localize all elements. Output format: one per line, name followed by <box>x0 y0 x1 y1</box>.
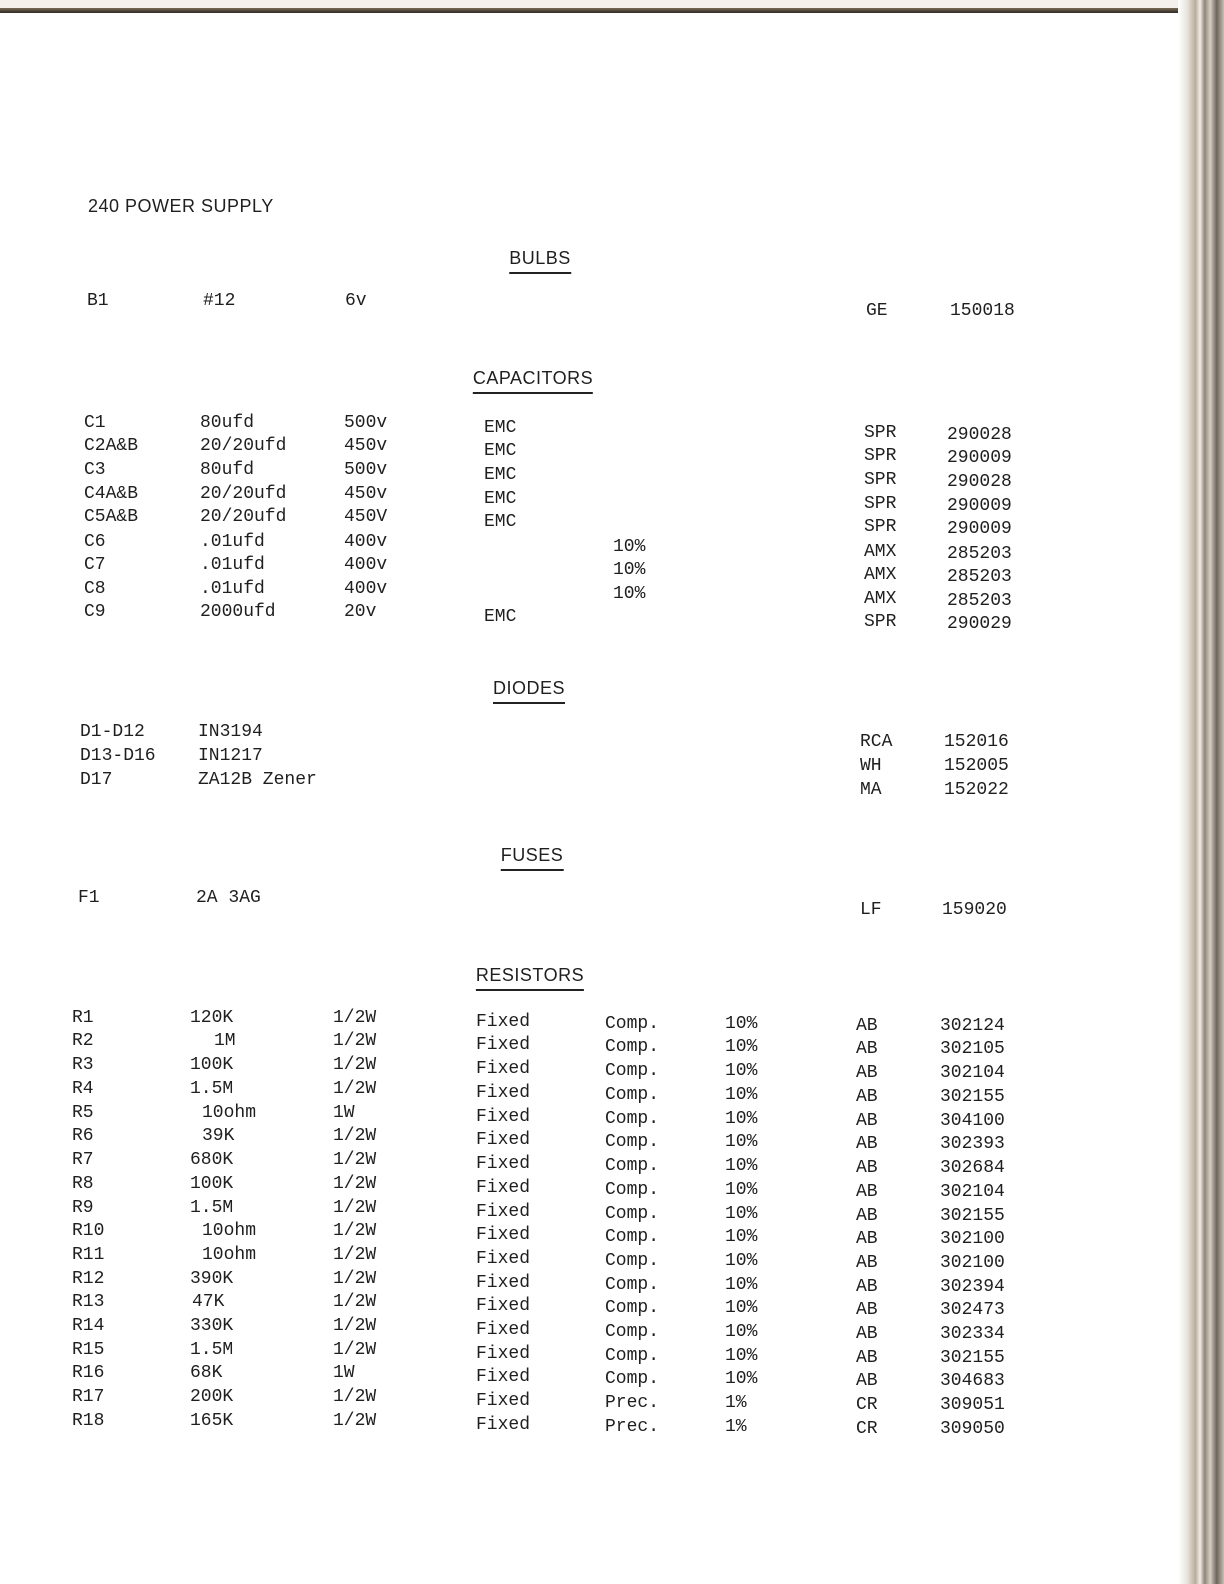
cell-mfr: AB <box>856 1182 878 1202</box>
cell-rating: 450v <box>344 484 388 504</box>
cell-value: ZA12B Zener <box>198 770 317 790</box>
cell-material: Comp. <box>605 1369 660 1389</box>
cell-type: Fixed <box>476 1107 531 1127</box>
parts-row <box>0 1292 1180 1320</box>
parts-row <box>0 1079 1180 1107</box>
cell-material: 10% <box>613 537 646 557</box>
parts-row <box>0 460 1180 492</box>
cell-mfr: SPR <box>864 517 897 537</box>
cell-ref: R12 <box>72 1269 105 1289</box>
cell-value: 2A 3AG <box>196 888 261 908</box>
cell-part: 302124 <box>940 1016 1005 1036</box>
cell-value: 80ufd <box>200 460 255 480</box>
cell-mfr: AB <box>856 1063 878 1083</box>
parts-row <box>0 1008 1180 1036</box>
cell-type: Fixed <box>476 1178 531 1198</box>
cell-part: 309050 <box>940 1419 1005 1439</box>
cell-material: Comp. <box>605 1251 660 1271</box>
cell-material: Comp. <box>605 1109 660 1129</box>
parts-row <box>0 1387 1180 1415</box>
cell-part: 152016 <box>944 732 1009 752</box>
cell-mfr: AB <box>856 1158 878 1178</box>
cell-ref: C7 <box>84 555 106 575</box>
cell-material: Comp. <box>605 1037 660 1057</box>
section-heading-resistors: RESISTORS <box>476 965 584 991</box>
cell-value: 390K <box>190 1269 234 1289</box>
cell-part: 302684 <box>940 1158 1005 1178</box>
cell-part: 290029 <box>947 614 1012 634</box>
cell-value: IN3194 <box>198 722 263 742</box>
cell-tolerance: 10% <box>725 1369 758 1389</box>
cell-material: Comp. <box>605 1275 660 1295</box>
cell-tolerance: 10% <box>725 1180 758 1200</box>
cell-type: EMC <box>484 441 517 461</box>
cell-rating: 500v <box>344 460 388 480</box>
cell-part: 302155 <box>940 1348 1005 1368</box>
cell-ref: R4 <box>72 1079 94 1099</box>
cell-type: Fixed <box>476 1225 531 1245</box>
section-heading-capacitors: CAPACITORS <box>473 368 593 394</box>
cell-value: 330K <box>190 1316 234 1336</box>
cell-type: EMC <box>484 465 517 485</box>
cell-ref: R2 <box>72 1031 94 1051</box>
cell-value: .01ufd <box>200 555 265 575</box>
cell-part: 302104 <box>940 1182 1005 1202</box>
cell-type: Fixed <box>476 1296 531 1316</box>
cell-mfr: AB <box>856 1324 878 1344</box>
cell-mfr: AB <box>856 1111 878 1131</box>
cell-ref: R17 <box>72 1387 105 1407</box>
cell-type: Fixed <box>476 1415 531 1435</box>
cell-rating: 450v <box>344 436 388 456</box>
cell-material: Comp. <box>605 1346 660 1366</box>
cell-material: Comp. <box>605 1298 660 1318</box>
cell-mfr: AB <box>856 1134 878 1154</box>
parts-row <box>0 1411 1180 1439</box>
cell-part: 290009 <box>947 448 1012 468</box>
cell-type: Fixed <box>476 1130 531 1150</box>
cell-part: 152022 <box>944 780 1009 800</box>
cell-material: Comp. <box>605 1227 660 1247</box>
cell-material: Comp. <box>605 1061 660 1081</box>
cell-material: Comp. <box>605 1132 660 1152</box>
cell-ref: C6 <box>84 532 106 552</box>
cell-rating: 1/2W <box>333 1008 377 1028</box>
cell-tolerance: 10% <box>725 1251 758 1271</box>
cell-tolerance: 10% <box>725 1037 758 1057</box>
cell-ref: R10 <box>72 1221 105 1241</box>
cell-value: 47K <box>192 1292 225 1312</box>
cell-part: 302104 <box>940 1063 1005 1083</box>
cell-type: Fixed <box>476 1273 531 1293</box>
cell-part: 290009 <box>947 519 1012 539</box>
cell-material: Prec. <box>605 1393 660 1413</box>
cell-value: 120K <box>190 1008 234 1028</box>
cell-rating: 1/2W <box>333 1245 377 1265</box>
cell-ref: F1 <box>78 888 100 908</box>
cell-rating: 1/2W <box>333 1079 377 1099</box>
cell-tolerance: 10% <box>725 1132 758 1152</box>
cell-value: 20/20ufd <box>200 436 287 456</box>
cell-type: Fixed <box>476 1202 531 1222</box>
cell-value: 10ohm <box>202 1221 257 1241</box>
page-top-rule <box>0 8 1190 13</box>
cell-mfr: AB <box>856 1348 878 1368</box>
cell-rating: 400v <box>344 555 388 575</box>
cell-value: 1.5M <box>190 1198 234 1218</box>
cell-rating: 1W <box>333 1103 355 1123</box>
cell-ref: R7 <box>72 1150 94 1170</box>
cell-part: 304100 <box>940 1111 1005 1131</box>
cell-mfr: SPR <box>864 494 897 514</box>
cell-part: 302100 <box>940 1229 1005 1249</box>
cell-ref: R15 <box>72 1340 105 1360</box>
cell-tolerance: 10% <box>725 1204 758 1224</box>
cell-rating: 1/2W <box>333 1174 377 1194</box>
cell-value: 100K <box>190 1174 234 1194</box>
cell-ref: C4A&B <box>84 484 139 504</box>
cell-tolerance: 1% <box>725 1417 747 1437</box>
cell-part: 302393 <box>940 1134 1005 1154</box>
page-binding-edge <box>1178 0 1224 1584</box>
cell-mfr: GE <box>866 301 888 321</box>
cell-ref: R1 <box>72 1008 94 1028</box>
cell-mfr: AB <box>856 1371 878 1391</box>
document-title: 240 POWER SUPPLY <box>88 196 274 216</box>
cell-mfr: LF <box>860 900 882 920</box>
cell-mfr: SPR <box>864 446 897 466</box>
cell-type: Fixed <box>476 1344 531 1364</box>
cell-ref: R14 <box>72 1316 105 1336</box>
cell-ref: C2A&B <box>84 436 139 456</box>
cell-rating: 1/2W <box>333 1150 377 1170</box>
cell-mfr: CR <box>856 1395 878 1415</box>
cell-mfr: MA <box>860 780 882 800</box>
cell-part: 304683 <box>940 1371 1005 1391</box>
cell-mfr: CR <box>856 1419 878 1439</box>
cell-material: Comp. <box>605 1014 660 1034</box>
cell-value: 2000ufd <box>200 602 276 622</box>
parts-row <box>0 1174 1180 1202</box>
cell-part: 309051 <box>940 1395 1005 1415</box>
cell-value: .01ufd <box>200 532 265 552</box>
cell-tolerance: 1% <box>725 1393 747 1413</box>
cell-ref: C1 <box>84 413 106 433</box>
section-heading-bulbs: BULBS <box>509 248 571 274</box>
cell-part: 159020 <box>942 900 1007 920</box>
cell-material: Comp. <box>605 1204 660 1224</box>
parts-row <box>0 1150 1180 1178</box>
cell-rating: 1/2W <box>333 1126 377 1146</box>
cell-mfr: AMX <box>864 565 897 585</box>
cell-ref: R18 <box>72 1411 105 1431</box>
cell-rating: 500v <box>344 413 388 433</box>
cell-tolerance: 10% <box>725 1275 758 1295</box>
cell-part: 302473 <box>940 1300 1005 1320</box>
cell-material: Comp. <box>605 1322 660 1342</box>
cell-rating: 1/2W <box>333 1292 377 1312</box>
cell-type: Fixed <box>476 1083 531 1103</box>
cell-ref: B1 <box>87 291 109 311</box>
cell-rating: 400v <box>344 579 388 599</box>
parts-row <box>0 1103 1180 1131</box>
cell-mfr: AMX <box>864 589 897 609</box>
cell-value: 80ufd <box>200 413 255 433</box>
cell-tolerance: 10% <box>725 1227 758 1247</box>
section-heading-fuses: FUSES <box>501 845 564 871</box>
parts-row <box>0 1245 1180 1273</box>
cell-ref: C3 <box>84 460 106 480</box>
parts-row <box>0 1340 1180 1368</box>
cell-mfr: AB <box>856 1016 878 1036</box>
cell-value: 20/20ufd <box>200 484 287 504</box>
cell-value: 100K <box>190 1055 234 1075</box>
cell-tolerance: 10% <box>725 1156 758 1176</box>
cell-ref: R3 <box>72 1055 94 1075</box>
cell-tolerance: 10% <box>725 1061 758 1081</box>
cell-rating: 450V <box>344 507 388 527</box>
parts-row <box>0 1055 1180 1083</box>
cell-rating: 20v <box>344 602 377 622</box>
parts-row <box>0 291 1180 321</box>
cell-type: Fixed <box>476 1367 531 1387</box>
cell-tolerance: 10% <box>725 1085 758 1105</box>
cell-type: Fixed <box>476 1059 531 1079</box>
cell-type: Fixed <box>476 1035 531 1055</box>
cell-type: Fixed <box>476 1320 531 1340</box>
cell-value: 68K <box>190 1363 223 1383</box>
parts-row <box>0 579 1180 611</box>
cell-part: 302155 <box>940 1087 1005 1107</box>
cell-part: 302100 <box>940 1253 1005 1273</box>
cell-ref: R11 <box>72 1245 105 1265</box>
cell-rating: 1/2W <box>333 1316 377 1336</box>
cell-ref: R6 <box>72 1126 94 1146</box>
parts-row <box>0 888 1180 920</box>
cell-ref: R9 <box>72 1198 94 1218</box>
cell-rating: 1/2W <box>333 1198 377 1218</box>
cell-material: Prec. <box>605 1417 660 1437</box>
cell-rating: 1/2W <box>333 1055 377 1075</box>
cell-type: Fixed <box>476 1391 531 1411</box>
parts-row <box>0 555 1180 587</box>
cell-part: 290028 <box>947 472 1012 492</box>
cell-value: 1M <box>214 1031 236 1051</box>
parts-row <box>0 484 1180 516</box>
cell-mfr: AB <box>856 1206 878 1226</box>
parts-row <box>0 1316 1180 1344</box>
cell-rating: 1W <box>333 1363 355 1383</box>
cell-rating: 400v <box>344 532 388 552</box>
cell-rating: 1/2W <box>333 1031 377 1051</box>
page-top-edge <box>0 0 1224 8</box>
cell-part: 290009 <box>947 496 1012 516</box>
parts-row <box>0 1031 1180 1059</box>
cell-rating: 1/2W <box>333 1411 377 1431</box>
parts-row <box>0 507 1180 539</box>
cell-material: 10% <box>613 560 646 580</box>
cell-ref: C5A&B <box>84 507 139 527</box>
cell-material: 10% <box>613 584 646 604</box>
parts-row <box>0 1198 1180 1226</box>
parts-row <box>0 602 1180 634</box>
cell-value: 10ohm <box>202 1103 257 1123</box>
cell-tolerance: 10% <box>725 1346 758 1366</box>
cell-type: EMC <box>484 512 517 532</box>
cell-value: 1.5M <box>190 1340 234 1360</box>
cell-material: Comp. <box>605 1156 660 1176</box>
cell-type: Fixed <box>476 1249 531 1269</box>
cell-type: EMC <box>484 489 517 509</box>
parts-row <box>0 1221 1180 1249</box>
section-heading-diodes: DIODES <box>493 678 565 704</box>
parts-row <box>0 1126 1180 1154</box>
cell-part: 302155 <box>940 1206 1005 1226</box>
cell-rating: 1/2W <box>333 1340 377 1360</box>
parts-row <box>0 722 1180 752</box>
cell-ref: D13-D16 <box>80 746 156 766</box>
cell-value: 1.5M <box>190 1079 234 1099</box>
cell-mfr: SPR <box>864 470 897 490</box>
cell-ref: C8 <box>84 579 106 599</box>
cell-tolerance: 10% <box>725 1298 758 1318</box>
parts-row <box>0 1363 1180 1391</box>
cell-tolerance: 10% <box>725 1109 758 1129</box>
cell-value: .01ufd <box>200 579 265 599</box>
cell-type: EMC <box>484 418 517 438</box>
cell-rating: 6v <box>345 291 367 311</box>
cell-mfr: AB <box>856 1087 878 1107</box>
parts-row <box>0 1269 1180 1297</box>
cell-mfr: SPR <box>864 423 897 443</box>
cell-value: 39K <box>202 1126 235 1146</box>
cell-part: 285203 <box>947 567 1012 587</box>
parts-row <box>0 770 1180 800</box>
cell-ref: R13 <box>72 1292 105 1312</box>
cell-mfr: RCA <box>860 732 893 752</box>
cell-value: 680K <box>190 1150 234 1170</box>
cell-part: 302394 <box>940 1277 1005 1297</box>
cell-value: 200K <box>190 1387 234 1407</box>
cell-ref: R8 <box>72 1174 94 1194</box>
cell-mfr: AB <box>856 1229 878 1249</box>
cell-mfr: WH <box>860 756 882 776</box>
cell-part: 285203 <box>947 544 1012 564</box>
cell-type: Fixed <box>476 1154 531 1174</box>
cell-mfr: SPR <box>864 612 897 632</box>
cell-part: 290028 <box>947 425 1012 445</box>
cell-tolerance: 10% <box>725 1014 758 1034</box>
cell-value: 165K <box>190 1411 234 1431</box>
cell-material: Comp. <box>605 1180 660 1200</box>
cell-part: 302105 <box>940 1039 1005 1059</box>
cell-mfr: AB <box>856 1253 878 1273</box>
parts-row <box>0 532 1180 564</box>
cell-mfr: AB <box>856 1300 878 1320</box>
parts-row <box>0 436 1180 468</box>
cell-ref: D1-D12 <box>80 722 145 742</box>
cell-rating: 1/2W <box>333 1269 377 1289</box>
cell-tolerance: 10% <box>725 1322 758 1342</box>
cell-mfr: AB <box>856 1277 878 1297</box>
cell-material: Comp. <box>605 1085 660 1105</box>
cell-ref: R16 <box>72 1363 105 1383</box>
cell-part: 302334 <box>940 1324 1005 1344</box>
cell-ref: D17 <box>80 770 113 790</box>
cell-mfr: AB <box>856 1039 878 1059</box>
cell-value: 10ohm <box>202 1245 257 1265</box>
cell-value: IN1217 <box>198 746 263 766</box>
cell-value: 20/20ufd <box>200 507 287 527</box>
cell-ref: R5 <box>72 1103 94 1123</box>
parts-row <box>0 746 1180 776</box>
cell-rating: 1/2W <box>333 1387 377 1407</box>
cell-type: Fixed <box>476 1012 531 1032</box>
cell-ref: C9 <box>84 602 106 622</box>
parts-row <box>0 413 1180 445</box>
cell-part: 152005 <box>944 756 1009 776</box>
cell-type: EMC <box>484 607 517 627</box>
cell-mfr: AMX <box>864 542 897 562</box>
cell-value: #12 <box>203 291 236 311</box>
cell-part: 150018 <box>950 301 1015 321</box>
cell-part: 285203 <box>947 591 1012 611</box>
cell-rating: 1/2W <box>333 1221 377 1241</box>
